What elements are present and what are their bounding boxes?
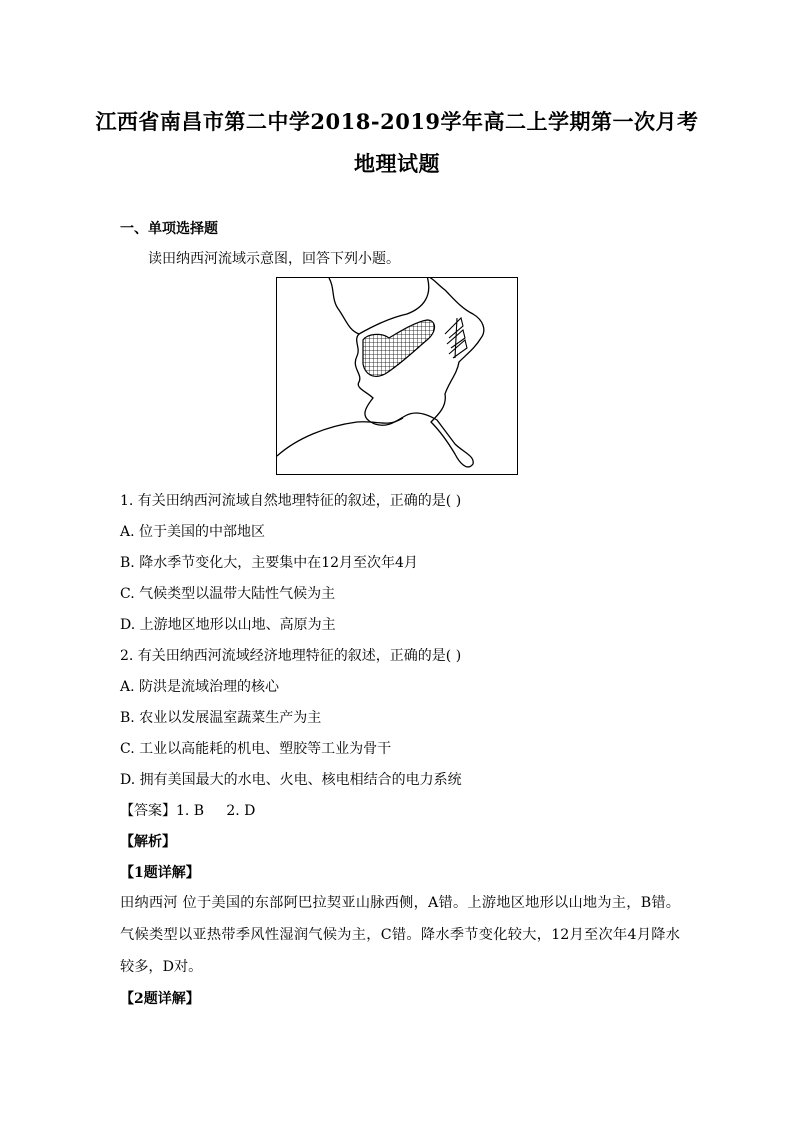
basin-boundary xyxy=(329,278,484,467)
intro-text: 读田纳西河流域示意图，回答下列小题。 xyxy=(148,251,400,267)
mountain-symbol xyxy=(445,318,467,358)
document-subtitle: 地理试题 xyxy=(354,151,440,176)
document-title: 江西省南昌市第二中学2018-2019学年高二上学期第一次月考 xyxy=(95,109,699,134)
question-2-option-b: B. 农业以发展温室蔬菜生产为主 xyxy=(120,710,322,726)
question-2-option-c: C. 工业以高能耗的机电、塑胶等工业为骨干 xyxy=(120,741,392,757)
hatched-region xyxy=(363,320,435,376)
question-1-option-b: B. 降水季节变化大，主要集中在12月至次年4月 xyxy=(120,555,418,571)
question-1-option-a: A. 位于美国的中部地区 xyxy=(120,524,266,540)
detail-1-heading: 【1题详解】 xyxy=(120,865,200,881)
question-1-option-d: D. 上游地区地形以山地、高原为主 xyxy=(120,617,336,633)
question-1-stem: 1. 有关田纳西河流域自然地理特征的叙述，正确的是( ) xyxy=(120,493,462,509)
detail-1-text: 田纳西河 位于美国的东部阿巴拉契亚山脉西侧，A错。上游地区地形以山地为主，B错。气候类型以亚热带季风性湿润气候为主，C错。降水季节变化较大，12月至次年4月降水较多，D对。 xyxy=(120,895,680,975)
question-2-stem: 2. 有关田纳西河流域经济地理特征的叙述，正确的是( ) xyxy=(120,648,462,664)
basin-map-drawing xyxy=(277,278,516,473)
section-heading: 一、单项选择题 xyxy=(120,221,218,237)
tennessee-basin-map xyxy=(276,277,518,475)
question-2-option-a: A. 防洪是流域治理的核心 xyxy=(120,679,280,695)
question-1-option-c: C. 气候类型以温带大陆性气候为主 xyxy=(120,586,336,602)
river-lower xyxy=(277,418,403,456)
question-2-option-d: D. 拥有美国最大的水电、火电、核电相结合的电力系统 xyxy=(120,772,462,788)
analysis-heading: 【解析】 xyxy=(120,834,176,850)
detail-2-heading: 【2题详解】 xyxy=(120,991,200,1007)
answer-line: 【答案】1. B 2. D xyxy=(120,803,256,819)
